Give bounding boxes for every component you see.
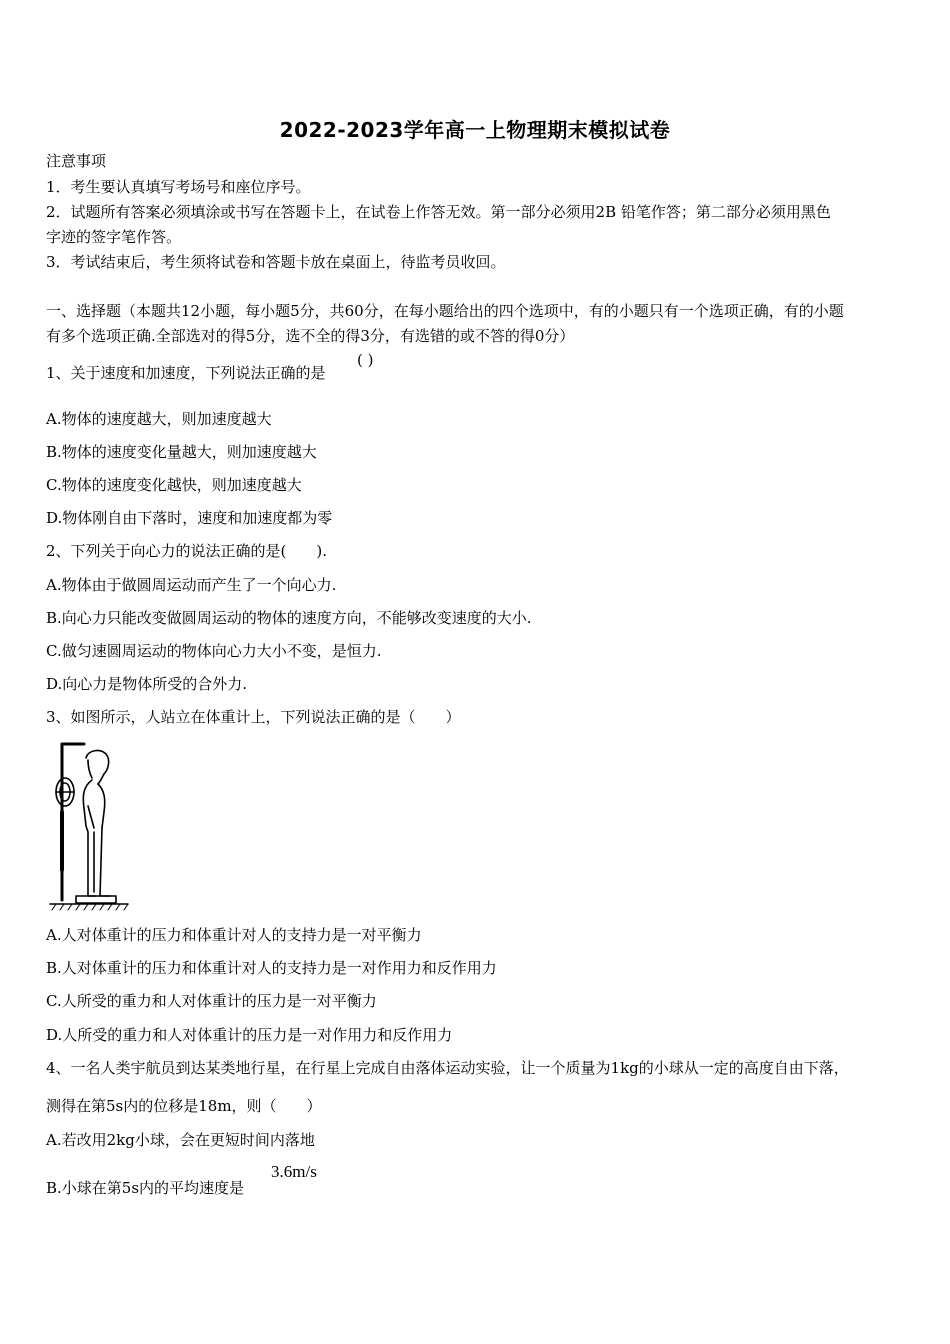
- q3-option-b: B.人对体重计的压力和体重计对人的支持力是一对作用力和反作用力: [46, 959, 497, 977]
- notice-item-2-cont: 字迹的签字笔作答。: [46, 228, 182, 246]
- q4-stem-line-1: 4、一名人类宇航员到达某类地行星，在行星上完成自由落体运动实验，让一个质量为1kg的小球从一定的高度自由下落，: [46, 1059, 849, 1077]
- notice-heading: 注意事项: [46, 152, 107, 170]
- q1-option-a: A.物体的速度越大，则加速度越大: [46, 410, 272, 428]
- q4-option-b-value: 3.6m/s: [271, 1162, 317, 1181]
- q1-option-d: D.物体刚自由下落时，速度和加速度都为零: [46, 509, 333, 527]
- q3-option-c: C.人所受的重力和人对体重计的压力是一对平衡力: [46, 992, 377, 1010]
- q4-option-b: B.小球在第5s内的平均速度是: [46, 1179, 245, 1197]
- notice-item-2: 2．试题所有答案必须填涂或书写在答题卡上，在试卷上作答无效。第一部分必须用2B 铅笔作答；第二部分必须用黑色: [46, 203, 831, 221]
- q2-option-d: D.向心力是物体所受的合外力.: [46, 675, 248, 693]
- notice-item-1: 1．考生要认真填写考场号和座位序号。: [46, 178, 311, 196]
- page-title: 2022-2023学年高一上物理期末模拟试卷: [279, 118, 671, 142]
- notice-item-3: 3．考试结束后，考生须将试卷和答题卡放在桌面上，待监考员收回。: [46, 253, 506, 271]
- section-intro-line-1: 一、选择题（本题共12小题，每小题5分，共60分，在每小题给出的四个选项中，有的小题只有一个选项正确，有的小题: [46, 302, 844, 320]
- q3-option-a: A.人对体重计的压力和体重计对人的支持力是一对平衡力: [46, 926, 422, 944]
- q1-stem: 1、关于速度和加速度，下列说法正确的是: [46, 364, 326, 382]
- q3-stem: 3、如图所示，人站立在体重计上，下列说法正确的是（ ）: [46, 708, 461, 726]
- person-on-scale-figure: [44, 742, 134, 914]
- q1-answer-paren: ( ): [357, 351, 374, 369]
- q1-option-c: C.物体的速度变化越快，则加速度越大: [46, 476, 302, 494]
- q2-option-b: B.向心力只能改变做圆周运动的物体的速度方向，不能够改变速度的大小.: [46, 609, 532, 627]
- q4-option-a: A.若改用2kg小球，会在更短时间内落地: [46, 1131, 315, 1149]
- q2-stem: 2、下列关于向心力的说法正确的是( ).: [46, 542, 328, 560]
- q1-option-b: B.物体的速度变化量越大，则加速度越大: [46, 443, 317, 461]
- q2-option-c: C.做匀速圆周运动的物体向心力大小不变，是恒力.: [46, 642, 382, 660]
- q3-option-d: D.人所受的重力和人对体重计的压力是一对作用力和反作用力: [46, 1026, 453, 1044]
- section-intro-line-2: 有多个选项正确.全部选对的得5分，选不全的得3分，有选错的或不答的得0分）: [46, 327, 575, 345]
- q4-stem-line-2: 测得在第5s内的位移是18m，则（ ）: [46, 1097, 322, 1115]
- q2-option-a: A.物体由于做圆周运动而产生了一个向心力.: [46, 576, 337, 594]
